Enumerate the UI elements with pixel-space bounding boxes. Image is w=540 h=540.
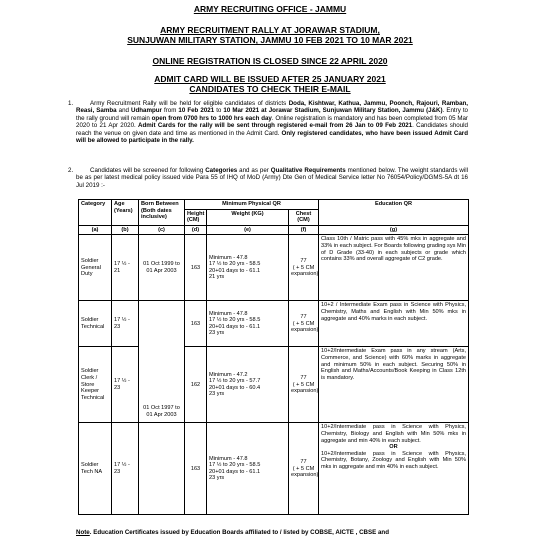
online-registration-notice: ONLINE REGISTRATION IS CLOSED SINCE 22 APRIL 2020 — [152, 56, 388, 66]
row-born-between: 01 Oct 1997 to 01 Apr 2003 — [139, 301, 185, 423]
row-weight — [207, 301, 289, 347]
p1-text: and — [116, 107, 131, 115]
p2-qualitative-requirements: Qualitative Requirements — [270, 167, 346, 174]
row-height: 163 — [185, 423, 207, 515]
row-age: 17 ½ - 23 — [112, 301, 139, 347]
paragraph-2 — [68, 167, 468, 189]
rally-title-line2: SUNJUWAN MILITARY STATION, JAMMU 10 FEB 2021 TO 10 MAR 2021 — [127, 35, 413, 45]
weight-line: 23 yrs — [209, 391, 225, 398]
row-height: 163 — [185, 235, 207, 301]
admit-card-line2: CANDIDATES TO CHECK THEIR E-MAIL — [189, 84, 351, 94]
admit-card-line1: ADMIT CARD WILL BE ISSUED AFTER 25 JANUARY 2021 — [154, 74, 386, 84]
header-chest: Chest (CM) — [289, 209, 319, 225]
weight-line: 20+01 days to - 61.1 — [209, 468, 261, 475]
weight-line: 23 yrs — [209, 475, 225, 482]
weight-line: Minimum - 47.8 — [209, 310, 248, 317]
row-weight — [207, 423, 289, 515]
table-row — [79, 235, 469, 301]
header-height: Height (CM) — [185, 209, 207, 225]
col-letter: (e) — [207, 225, 289, 235]
note-line — [76, 529, 468, 536]
weight-line: 17 ½ to 20 yrs - 58.5 — [209, 462, 261, 469]
p2-text: and as per — [237, 167, 271, 174]
eligibility-table — [78, 199, 469, 515]
row-category: Soldier Clerk / Store Keeper Technical — [79, 347, 112, 423]
row-born-between-empty — [139, 423, 185, 515]
col-letter: (a) — [79, 225, 112, 235]
row-education: 10+2/Intermediate Exam pass in any stream (Arts, Commerce, and Science) with 60% marks in aggregate and minimum 50% in each subject. Securing 50% in English and Maths/Accounts/Book Keeping in Class 12th is mandatory. — [319, 347, 469, 423]
row-category: Soldier Tech NA — [79, 423, 112, 515]
header-age: Age (Years) — [112, 200, 139, 226]
weight-line: Minimum - 47.2 — [209, 371, 248, 378]
row-category: Soldier Technical — [79, 301, 112, 347]
chest-value: 77 — [300, 313, 307, 320]
weight-line: 20+01 days to - 61.1 — [209, 267, 261, 274]
header-born-between: Born Between (Both dates inclusive) — [139, 200, 185, 226]
paragraph-1-number: 1. — [68, 100, 74, 107]
p1-timings: open from 0700 hrs to 1000 hrs each day — [151, 114, 272, 122]
weight-line: 23 yrs — [209, 330, 225, 337]
header-weight: Weight (KG) — [207, 209, 289, 225]
header-minimum-physical-qr: Minimum Physical QR — [185, 200, 319, 210]
p1-text: . Entry to the rally ground will remain — [76, 107, 469, 122]
admit-card-notice — [0, 74, 540, 94]
p1-text: from — [161, 107, 179, 115]
row-height: 162 — [185, 347, 207, 423]
col-letter: (d) — [185, 225, 207, 235]
weight-line: Minimum - 47.8 — [209, 254, 248, 261]
weight-line: 20+01 days to - 60.4 — [209, 384, 261, 391]
row-chest — [289, 347, 319, 423]
table-row — [79, 423, 469, 515]
weight-line: 21 yrs — [209, 274, 225, 281]
col-letter: (c) — [139, 225, 185, 235]
chest-value: 77 — [300, 257, 307, 264]
paragraph-1 — [68, 100, 469, 145]
row-age: 17 ½ - 23 — [112, 347, 139, 423]
row-age: 17 ½ - 23 — [112, 423, 139, 515]
office-heading: ARMY RECRUITING OFFICE - JAMMU — [193, 4, 347, 14]
p1-district-udhampur: Udhampur — [131, 107, 162, 115]
p1-text: . Candidates should reach the venue on given date and time as mentioned in the Admit Card. — [76, 122, 468, 137]
p1-start-date: 10 Feb 2021 — [178, 107, 215, 115]
education-option-1: 10+2/Intermediate pass in Science with Physics, Chemistry, Biology and English with Min 50% mks in aggregate and min 40% in each subject. — [321, 424, 466, 444]
table-row — [79, 301, 469, 347]
table-row — [79, 347, 469, 423]
p1-districts: Doda, Kishtwar, Kathua, Jammu, Poonch, Rajouri, Ramban, Reasi, Samba — [76, 100, 469, 115]
education-option-2: 10+2/Intermediate pass in Science with Physics, Chemistry, Botany, Zoology and English with Min 50% mks in aggregate and min 40% in each subject. — [321, 450, 466, 470]
row-born-between: 01 Oct 1999 to 01 Apr 2003 — [139, 235, 185, 301]
rally-title-line1: ARMY RECRUITMENT RALLY AT JORAWAR STADIUM, — [160, 25, 380, 35]
p1-admit-card-dates: Admit Cards for the rally will be sent through registered e-mail from 26 Jan to 09 Feb 2021 — [138, 122, 413, 130]
chest-expansion: ( + 5 CM expansion) — [291, 320, 319, 334]
p1-venue: 10 Mar 2021 at Jorawar Stadium, Sunjuwan Military Station, Jammu (J&K) — [223, 107, 443, 115]
row-education: 10+2 / Intermediate Exam pass in Science with Physics, Chemistry, Maths and English with Min 50% mks in aggregate and 40% marks in each subject. — [319, 301, 469, 347]
row-weight — [207, 347, 289, 423]
weight-line: Minimum - 47.8 — [209, 455, 248, 462]
p2-text: Candidates will be screened for following — [90, 167, 206, 174]
p2-categories: Categories — [205, 167, 238, 174]
col-letter: (f) — [289, 225, 319, 235]
chest-expansion: ( + 5 CM expansion) — [291, 381, 319, 395]
header-education-qr: Education QR — [319, 200, 469, 226]
p1-text: to — [214, 107, 224, 115]
rally-title — [0, 25, 540, 45]
row-height: 163 — [185, 301, 207, 347]
weight-line: 17 ½ to 20 yrs - 58.5 — [209, 317, 261, 324]
row-weight — [207, 235, 289, 301]
row-education: Class 10th / Matric pass with 45% mks in aggregate and 33% in each subject. For Boards following grading sys Min of D Grade (33-40) in each subjects or grade which contains 33% and overall aggregate of C2 grade. — [319, 235, 469, 301]
chest-value: 77 — [300, 374, 307, 381]
paragraph-2-number: 2. — [68, 167, 74, 174]
note-text: . Education Certificates issued by Education Boards affiliated to / listed by COBSE, AICTE , CBSE and — [89, 529, 389, 536]
weight-line: 17 ½ to 20 yrs - 57.7 — [209, 378, 261, 385]
p1-text: . Online registration is mandatory and has been completed from 05 Mar 2020 to 21 Apr 2020. — [76, 114, 468, 130]
weight-line: 17 ½ to 20 yrs - 58.5 — [209, 261, 261, 268]
row-chest — [289, 301, 319, 347]
header-category: Category — [79, 200, 112, 226]
row-chest — [289, 235, 319, 301]
row-age: 17 ½ - 21 — [112, 235, 139, 301]
chest-value: 77 — [300, 458, 307, 465]
row-education — [319, 423, 469, 515]
col-letter: (g) — [319, 225, 469, 235]
note-label: Note — [76, 529, 90, 536]
col-letter: (b) — [112, 225, 139, 235]
education-or: OR — [389, 444, 398, 451]
row-category: Soldier General Duty — [79, 235, 112, 301]
p2-text: mentioned below. The weight standards will be as per latest medical policy issued vide Para 55 of IHQ of MoD (Army) Dte Gen of Medical Service letter No 76054/Policy/DGMS-5A dt 16 Jul 2019 :- — [76, 167, 468, 189]
chest-expansion: ( + 5 CM expansion) — [291, 264, 319, 278]
weight-line: 20+01 days to - 61.1 — [209, 323, 261, 330]
row-chest — [289, 423, 319, 515]
table-header-row — [79, 200, 469, 210]
p1-registered-only: Only registered candidates, who have been issued Admit Card will be allowed to participate in the rally. — [76, 129, 468, 145]
chest-expansion: ( + 5 CM expansion) — [291, 465, 319, 479]
p1-text: Army Recruitment Rally will be held for eligible candidates of districts — [90, 100, 289, 107]
table-letter-row — [79, 225, 469, 235]
